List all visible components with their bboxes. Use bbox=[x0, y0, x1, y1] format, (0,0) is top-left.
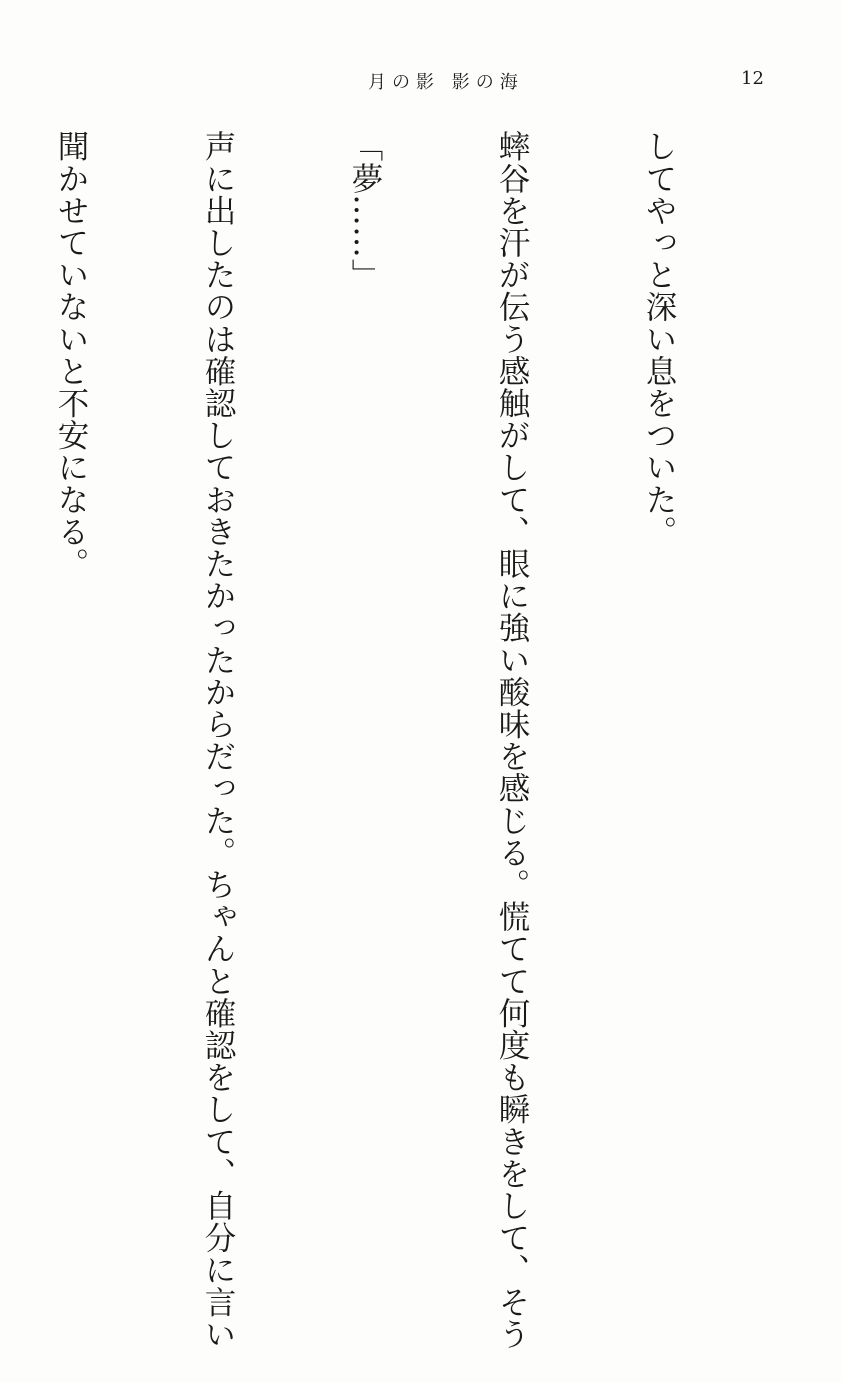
running-title: 月の影 影の海 bbox=[368, 72, 524, 93]
vertical-body-text bbox=[0, 130, 781, 1350]
page-number: 12 bbox=[741, 68, 764, 89]
text-line: してやっと深い息をついた。 bbox=[641, 130, 677, 548]
text-line: 「夢……」 bbox=[347, 130, 383, 291]
running-head bbox=[0, 68, 841, 92]
text-line: 声に出したのは確認しておきたかったからだった。ちゃんと確認をして、自分に言い bbox=[200, 130, 236, 1350]
text-line: 蟀谷を汗が伝う感触がして、眼に強い酸味を感じる。慌てて何度も瞬きをして、そう bbox=[494, 130, 530, 1350]
text-line: 聞かせていないと不安になる。 bbox=[53, 130, 89, 580]
